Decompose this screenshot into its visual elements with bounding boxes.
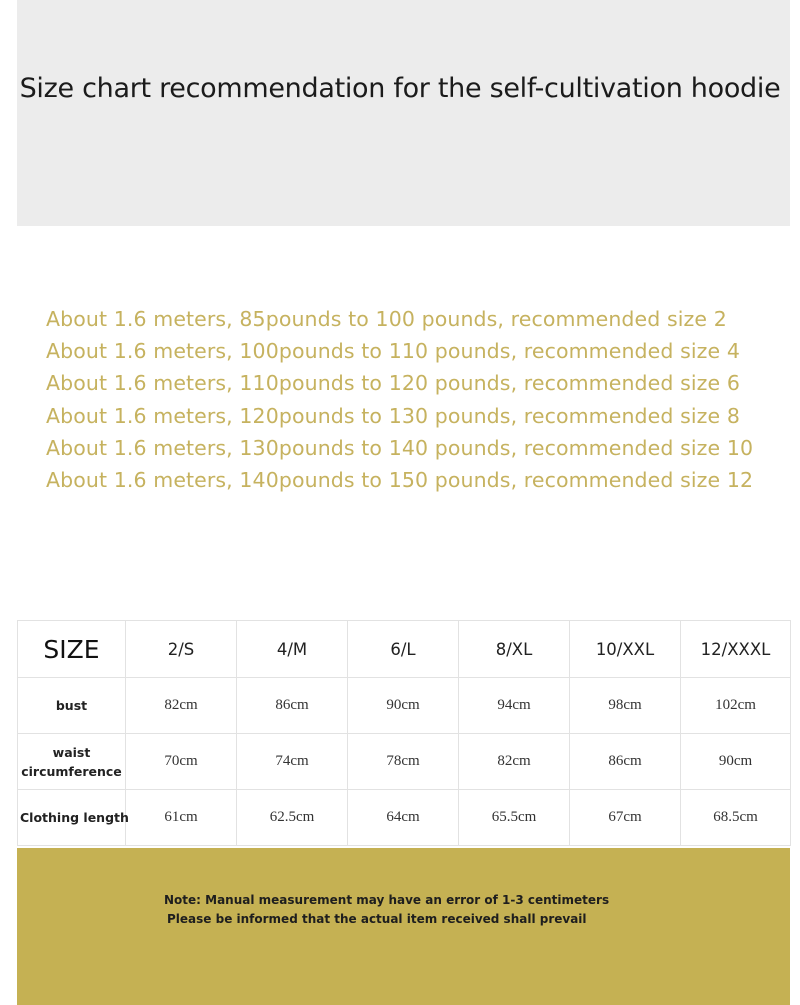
row-label-line: circumference [21,763,122,779]
note-line-error: Note: Manual measurement may have an error of 1-3 centimeters [164,893,610,907]
table-cell: 82cm [459,734,570,790]
table-cell: 82cm [126,678,237,734]
table-row-waist [18,734,791,790]
row-label-clothing-length: Clothing length [18,790,126,846]
size-header-cell: 12/XXXL [681,621,791,678]
note-band [17,848,790,1005]
table-row-bust [18,678,791,734]
measurement-note [164,891,609,929]
row-label-waist [18,734,126,790]
table-row-clothing-length [18,790,791,846]
size-header-cell: 6/L [348,621,459,678]
table-cell: 86cm [237,678,348,734]
recommendation-line: About 1.6 meters, 120pounds to 130 pounds, recommended size 8 [46,403,741,428]
recommendation-line: About 1.6 meters, 110pounds to 120 pounds, recommended size 6 [46,371,741,396]
recommendation-line: About 1.6 meters, 130pounds to 140 pounds, recommended size 10 [46,435,754,460]
size-header-cell: 2/S [126,621,237,678]
table-cell: 90cm [681,734,791,790]
recommendation-line: About 1.6 meters, 140pounds to 150 pounds, recommended size 12 [46,468,754,493]
row-label-line: waist [52,744,91,760]
recommendation-line: About 1.6 meters, 100pounds to 110 pounds, recommended size 4 [46,339,741,364]
table-cell: 90cm [348,678,459,734]
table-cell: 78cm [348,734,459,790]
table-cell: 61cm [126,790,237,846]
recommendation-line: About 1.6 meters, 85pounds to 100 pounds, recommended size 2 [46,307,727,331]
note-line-prevail: Please be informed that the actual item received shall prevail [167,912,587,926]
table-cell: 62.5cm [237,790,348,846]
table-cell: 94cm [459,678,570,734]
table-cell: 74cm [237,734,348,790]
recommendation-list [46,303,753,496]
table-cell: 65.5cm [459,790,570,846]
table-cell: 70cm [126,734,237,790]
size-header-cell: 10/XXL [570,621,681,678]
table-cell: 67cm [570,790,681,846]
row-label-bust: bust [18,678,126,734]
size-header-cell: 8/XL [459,621,570,678]
header-band [17,0,790,226]
size-column-header: SIZE [18,621,126,678]
table-cell: 68.5cm [681,790,791,846]
page-title: Size chart recommendation for the self-cultivation hoodie [19,73,781,104]
table-cell: 98cm [570,678,681,734]
table-cell: 86cm [570,734,681,790]
table-cell: 64cm [348,790,459,846]
table-cell: 102cm [681,678,791,734]
table-header-row [18,621,791,678]
size-table [17,620,791,846]
size-header-cell: 4/M [237,621,348,678]
